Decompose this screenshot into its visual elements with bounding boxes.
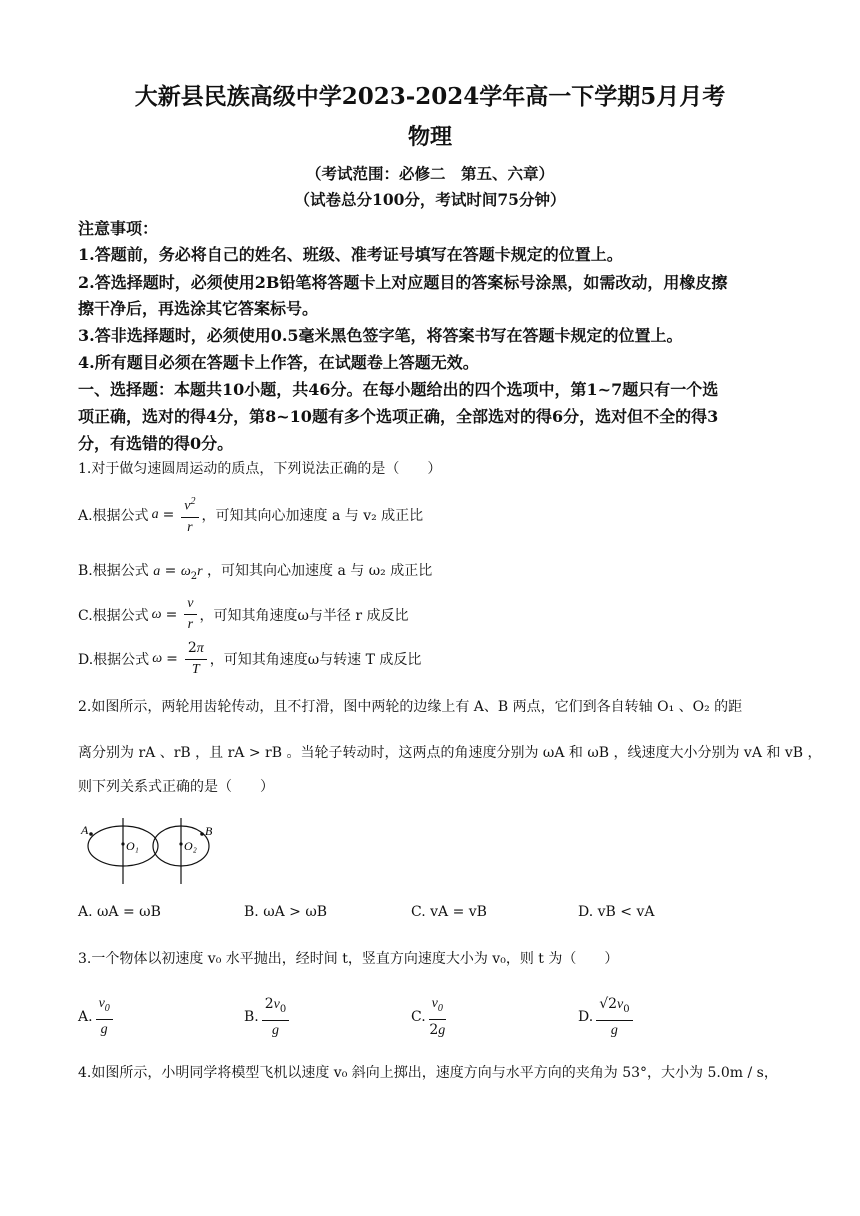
section-instructions: 分，有选错的得0分。 <box>78 434 234 453</box>
question-1-option-a: A.根据公式 a = $\frac{v^2}{r}$ ，可知其向心加速度 a 与 v₂ 成正比 <box>78 492 423 538</box>
formula-fraction: $\frac{2\pi}{T}$ <box>185 638 207 680</box>
formula-fraction: $\frac{v}{r}$ <box>184 594 196 635</box>
question-2-option-c: C. vA = vB <box>411 904 487 920</box>
center-o1 <box>121 842 124 845</box>
note-item: 擦干净后，再选涂其它答案标号。 <box>78 299 319 318</box>
question-3-stem: 3.一个物体以初速度 v₀ 水平抛出，经时间 t，竖直方向速度大小为 v₀，则 t 为（ ） <box>78 951 619 967</box>
exam-score-time: （试卷总分100分，考试时间75分钟） <box>294 190 566 209</box>
gear-wheels-figure <box>78 818 228 888</box>
question-2-option-d: D. vB < vA <box>578 904 655 920</box>
section-instructions: 一、选择题：本题共10小题，共46分。在每小题给出的四个选项中，第1~7题只有一个选 <box>78 380 719 399</box>
point-b <box>200 832 204 836</box>
section-instructions: 项正确，选对的得4分，第8~10题有多个选项正确，全部选对的得6分，选对但不全的得3 <box>78 407 719 426</box>
question-2-line: 2.如图所示，两轮用齿轮传动，且不打滑，图中两轮的边缘上有 A、B 两点，它们到各自转轴 O₁ 、O₂ 的距 <box>78 699 743 715</box>
question-1-option-d: D.根据公式 ω = $\frac{2\pi}{T}$ ，可知其角速度ω与转速 T 成反比 <box>78 638 421 680</box>
center-o2 <box>179 842 182 845</box>
formula-fraction: $\frac{v^2}{r}$ <box>181 492 198 538</box>
question-2-option-b: B. ωA > ωB <box>244 904 328 920</box>
question-1-option-b: B.根据公式 $a = \omega_2r$ ，可知其向心加速度 a 与 ω₂ 成正比 <box>78 563 433 582</box>
exam-scope: （考试范围：必修二 第五、六章） <box>305 164 554 183</box>
question-1-stem: 1.对于做匀速圆周运动的质点，下列说法正确的是（ ） <box>78 461 442 477</box>
note-item: 3.答非选择题时，必须使用0.5毫米黑色签字笔，将答案书写在答题卡规定的位置上。 <box>78 326 683 345</box>
label-o2: O₂ <box>184 839 197 853</box>
question-3-option-a: A. $\frac{v_0}{g}$ <box>78 994 116 1040</box>
label-b: B <box>205 824 213 838</box>
question-3-option-c: C. $\frac{v_0}{2g}$ <box>411 996 446 1038</box>
exam-title: 大新县民族高级中学2023-2024学年高一下学期5月月考 <box>134 83 726 110</box>
question-2-option-a: A. ωA = ωB <box>78 904 161 920</box>
question-3-option-d: D. $\frac{√2v_0}{g}$ <box>578 994 636 1041</box>
label-o1: O₁ <box>126 839 139 853</box>
notes-heading: 注意事项： <box>78 219 159 238</box>
question-2-line: 则下列关系式正确的是（ ） <box>78 779 274 795</box>
question-4-stem: 4.如图所示，小明同学将模型飞机以速度 v₀ 斜向上掷出，速度方向与水平方向的夹角为 53°，大小为 5.0m / s， <box>78 1065 778 1081</box>
question-3-option-b: B. $\frac{2v_0}{g}$ <box>244 994 292 1041</box>
label-a: A <box>81 823 89 837</box>
note-item: 4.所有题目必须在答题卡上作答，在试题卷上答题无效。 <box>78 353 479 372</box>
exam-subject: 物理 <box>407 124 452 150</box>
question-2-line: 离分别为 rA 、rB ，且 rA > rB 。当轮子转动时，这两点的角速度分别为 ωA 和 ωB ，线速度大小分别为 vA 和 vB ， <box>78 745 822 761</box>
note-item: 1.答题前，务必将自己的姓名、班级、准考证号填写在答题卡规定的位置上。 <box>78 245 623 264</box>
point-a <box>89 832 93 836</box>
note-item: 2.答选择题时，必须使用2B铅笔将答题卡上对应题目的答案标号涂黑，如需改动，用橡皮擦 <box>78 273 728 292</box>
question-1-option-c: C.根据公式 ω = $\frac{v}{r}$ ，可知其角速度ω与半径 r 成反比 <box>78 594 409 635</box>
